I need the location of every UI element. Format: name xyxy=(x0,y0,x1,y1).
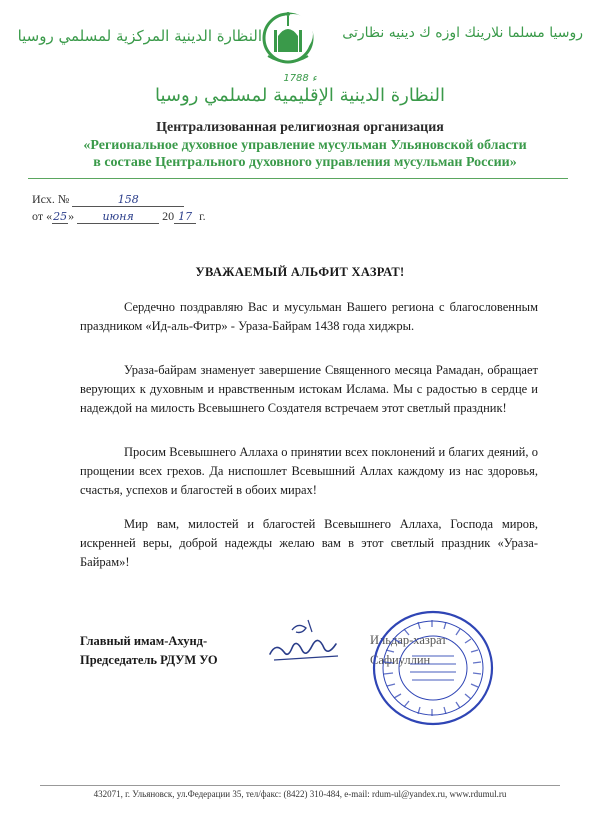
date-day: 25 xyxy=(53,210,68,223)
signatory-name-line1: Ильдар-хазрат xyxy=(370,633,447,647)
outgoing-number xyxy=(32,192,184,207)
date-prefix: от « xyxy=(32,209,53,223)
header-divider xyxy=(28,178,568,179)
signatory-title-line1: Главный имам-Ахунд- xyxy=(80,634,208,648)
signatory-title-line2: Председатель РДУМ УО xyxy=(80,653,218,667)
footer-contacts: 432071, г. Ульяновск, ул.Федерации 35, тел/факс: (8422) 310-484, e-mail: rdum-ul@yandex.ru, www.rdumul.ru xyxy=(93,789,507,799)
date-end: г. xyxy=(199,209,206,223)
footer-divider xyxy=(40,785,560,786)
date-year-prefix: 20 xyxy=(162,209,175,223)
letter-date xyxy=(32,209,206,224)
founded-year: 1788 ء xyxy=(283,73,317,84)
organization-name xyxy=(40,137,570,171)
organization-name-line1: «Региональное духовное управление мусульман Ульяновской области xyxy=(83,138,527,153)
date-mid: » xyxy=(68,209,75,223)
date-month: июня xyxy=(77,210,159,224)
arabic-name-regional: النظارة الدينية الإقليمية لمسلمي روسيا xyxy=(154,85,446,106)
outgoing-number-label: Исх. № xyxy=(32,192,70,206)
paragraph-1: Сердечно поздравляю Вас и мусульман Вашего региона с благословенным праздником «Ид-аль-Фитр» - Ураза-Байрам 1438 года хиджры. xyxy=(80,300,538,333)
letter-salutation: УВАЖАЕМЫЙ АЛЬФИТ ХАЗРАТ! xyxy=(195,265,405,279)
paragraph-2: Ураза-байрам знаменует завершение Священного месяца Рамадан, обращает верующих к духовным и нравственным истокам Ислама. Мы с радостью в сердце и надеждой на милость Всевышнего Создателя встречаем этот светлый праздник! xyxy=(80,363,538,415)
organization-name-line2: в составе Центрального духовного управления мусульман России» xyxy=(93,155,517,170)
handwritten-signature xyxy=(262,612,352,672)
organization-type: Централизованная религиозная организация xyxy=(156,120,444,135)
signatory-name-line2: Сафиуллин xyxy=(370,653,431,667)
paragraph-3: Просим Всевышнего Аллаха о принятии всех поклонений и благих деяний, о прощении всех грехов. Да ниспошлет Всевышний Аллах каждому из нас здоровья, счастья, успехов и благостей в обоих мирах! xyxy=(80,445,538,497)
signatory-title xyxy=(80,632,218,670)
arabic-name-central: النظارة الدينية المركزية لمسلمي روسيا xyxy=(17,27,262,45)
logo-mosque-emblem xyxy=(260,8,316,78)
arabic-name-tatar: روسيا مسلما نلارينك اوزه ك دينيه نظارتى xyxy=(342,25,583,41)
paragraph-4: Мир вам, милостей и благостей Всевышнего Аллаха, Господа миров, искренней веры, доброй надежды желаю вам в этот светлый праздник «Ураза-Байрам»! xyxy=(80,517,538,569)
date-year-suffix: 17 xyxy=(174,210,196,224)
outgoing-number-value: 158 xyxy=(72,193,184,207)
official-seal-stamp xyxy=(372,610,494,726)
